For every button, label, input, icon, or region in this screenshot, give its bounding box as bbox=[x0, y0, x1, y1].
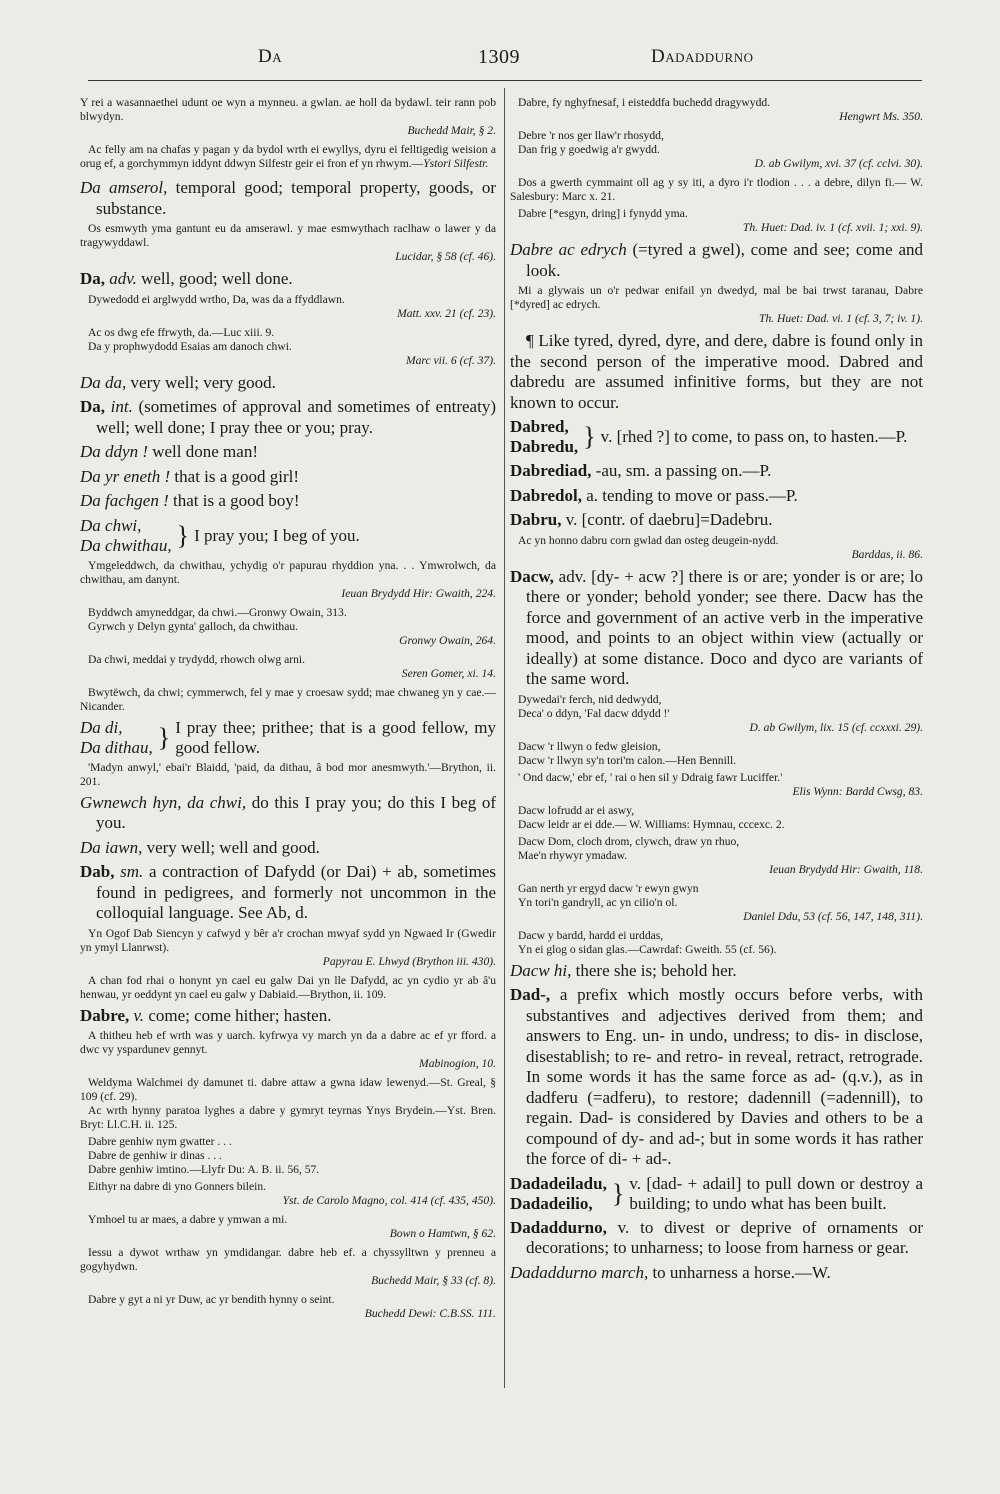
entry: Dab, sm. a contraction of Dafydd (or Dai) + ab, sometimes found in pedigrees, and formerly not uncommon in the colloquial language. See Ab, d. bbox=[80, 862, 496, 922]
right-guide-word: Dadaddurno bbox=[651, 46, 754, 67]
headword: Da fachgen ! bbox=[80, 491, 169, 510]
quotation: Iessu a dywot wrthaw yn ymdidangar. dabre heb ef. a chyssylltwn y prenneu a gogyhydwn. bbox=[80, 1246, 496, 1273]
quotation: Y rei a wasannaethei udunt oe wyn a mynneu. a gwlan. ae holl da bydawl. teir rann pob blwydyn. bbox=[80, 96, 496, 123]
citation: Gronwy Owain, 264. bbox=[399, 633, 496, 647]
headword: Dadaddurno march, bbox=[510, 1262, 649, 1282]
quotation: Dabre genhiw imtino.—Llyfr Du: A. B. ii. 56, 57. bbox=[88, 1163, 320, 1176]
quotation: Ac felly am na chafas y pagan y da bydol wrth ei ewyllys, dyru ei felltigedig weision a orug ef, a gorchymmyn iddynt ddwyn Silfestr geir ei fron ef yn rhwym.—Ystori Silfestr. bbox=[80, 143, 496, 170]
entry: Da, int. (sometimes of approval and sometimes of entreaty) well; well done; I pray thee or you; pray. bbox=[80, 397, 496, 437]
right-column bbox=[510, 96, 923, 1396]
entry: Dacw, adv. [dy- + acw ?] there is or are; yonder is or are; lo there or yonder; behold yonder; see there. Dacw has the force and government of an active verb in the imperative mood, and points to an object within view (actually or ideally) at some distance. Doco and dyco are variants of the same word. bbox=[510, 566, 923, 688]
quotation: A thitheu heb ef wrth was y uarch. kyfrwya vy march yn da a dabre ac ef yr fford. a dwc vy yspardunev gennyt. bbox=[80, 1029, 496, 1056]
citation: D. ab Gwilym, lix. 15 (cf. ccxxxi. 29). bbox=[749, 720, 923, 734]
quotation: Dacw lofrudd ar ei aswy, bbox=[518, 803, 635, 817]
quotation: Ac wrth hynny paratoa lyghes a dabre y gymryt teyrnas Ynys Brydein.—Yst. Bren. Bryt: Ll.C.H. ii. 125. bbox=[80, 1104, 496, 1131]
entry: Da da, very well; very good. bbox=[80, 372, 276, 392]
headword: Da, bbox=[80, 269, 106, 288]
headword: Dabredol, bbox=[510, 485, 582, 505]
headword: Dadadeiladu, bbox=[510, 1173, 607, 1193]
entry: Dad-, a prefix which mostly occurs before verbs, with substantives and adjectives derived from them; and answers to Eng. un- in undo, undress; to dis- in disclose, disestablish; to re- and retro- in reveal, retract, retrograde. In some words it has the same force as ad- (q.v.), as in dadferu (=adferu), to restore; dadennill (=adennill), to regain. Dad- is considered by Davies and others to be a compound of dy- and ad-; but in some words it has rather the force of di- + ad-. bbox=[510, 985, 923, 1168]
entry: Gwnewch hyn, da chwi, do this I pray you; do this I beg of you. bbox=[80, 792, 496, 832]
headword: Dabred, bbox=[510, 417, 569, 436]
headword: Gwnewch hyn, da chwi, bbox=[80, 792, 247, 812]
quotation: Gyrwch y Delyn gynta' galloch, da chwithau. bbox=[88, 619, 299, 633]
citation: Ieuan Brydydd Hir: Gwaith, 118. bbox=[769, 862, 923, 876]
quotation: Dabre [*esgyn, dring] i fynydd yma. bbox=[518, 207, 688, 220]
entry: Dabre, v. come; come hither; hasten. bbox=[80, 1005, 332, 1025]
quotation: Byddwch amyneddgar, da chwi.—Gronwy Owain, 313. bbox=[88, 605, 347, 619]
entry: Dabredol, a. tending to move or pass.—P. bbox=[510, 485, 798, 505]
entry: Da yr eneth ! that is a good girl! bbox=[80, 466, 300, 486]
citation: Barddas, ii. 86. bbox=[851, 547, 923, 561]
quotation: Dywedodd ei arglwydd wrtho, Da, was da a ffyddlawn. bbox=[88, 292, 345, 306]
paired-entry: Dabred, Dabredu, } v. [rhed ?] to come, to pass on, to hasten.—P. bbox=[510, 417, 908, 456]
entry: Dabru, v. [contr. of daebru]=Dadebru. bbox=[510, 510, 773, 529]
headword: Dab, bbox=[80, 862, 115, 881]
headword: Da iawn, bbox=[80, 837, 143, 857]
headword: Dabredu, bbox=[510, 437, 579, 456]
citation: Buchedd Dewi: C.B.SS. 111. bbox=[364, 1307, 496, 1320]
headword: Da chwi, bbox=[80, 515, 142, 535]
citation: Lucidar, § 58 (cf. 46). bbox=[395, 250, 496, 263]
quotation: Gan nerth yr ergyd dacw 'r ewyn gwyn bbox=[518, 881, 699, 895]
citation: Matt. xxv. 21 (cf. 23). bbox=[397, 306, 496, 320]
headword: Dabre ac edrych bbox=[510, 240, 627, 259]
headword: Dad-, bbox=[510, 985, 551, 1004]
brace: } bbox=[583, 422, 596, 451]
headword: Da dithau, bbox=[80, 737, 153, 757]
citation: D. ab Gwilym, xvi. 37 (cf. cclvi. 30). bbox=[754, 157, 923, 170]
entry: Dadaddurno, v. to divest or deprive of ornaments or decorations; to unharness; to loose from harness or gear. bbox=[510, 1217, 923, 1257]
citation: Seren Gomer, xi. 14. bbox=[401, 666, 496, 680]
paired-entry: Da di, Da dithau, } I pray thee; prithee; that is a good fellow, my good fellow. bbox=[80, 717, 496, 757]
paired-entry: Da chwi, Da chwithau, } I pray you; I beg of you. bbox=[80, 515, 360, 555]
quotation: Dacw 'r llwyn o fedw gleision, bbox=[518, 739, 661, 753]
headword: Dabrediad, bbox=[510, 461, 592, 480]
column-divider bbox=[504, 88, 505, 1388]
quotation: Da chwi, meddai y trydydd, rhowch olwg arni. bbox=[88, 652, 306, 666]
quotation: Dan frig y goedwig a'r gwydd. bbox=[518, 143, 660, 156]
usage-note: ¶ Like tyred, dyred, dyre, and dere, dabre is found only in the second person of the imperative mood. Dabred and dabredu are assumed infinitive forms, but they are not known to occur. bbox=[510, 331, 923, 412]
quotation: Mi a glywais un o'r pedwar enifail yn dwedyd, mal be bai trwst taranau, Dabre [*dyred] ac edrych. bbox=[510, 284, 923, 311]
citation: Ieuan Brydydd Hir: Gwaith, 224. bbox=[341, 586, 496, 600]
quotation: Ymgeleddwch, da chwithau, ychydig o'r papurau rhyddion yna. . . Ymwrolwch, da chwithau, am danynt. bbox=[80, 558, 496, 586]
quotation: ' Ond dacw,' ebr ef, ' rai o hen sil y Ddraig fawr Luciffer.' bbox=[518, 770, 783, 784]
headword: Da, bbox=[80, 397, 106, 416]
headword: Da da, bbox=[80, 372, 127, 392]
headword: Dacw, bbox=[510, 566, 554, 586]
citation: Marc vii. 6 (cf. 37). bbox=[405, 353, 496, 367]
quotation: Yn tori'n gandryll, ac yn cilio'n ol. bbox=[518, 895, 678, 909]
quotation: Ac yn honno dabru corn gwlad dan osteg deugein-nydd. bbox=[518, 533, 779, 547]
brace: } bbox=[157, 722, 171, 752]
quotation: Os esmwyth yma gantunt eu da amserawl. y mae esmwythach raclhaw o lawer y da tragywyddawl. bbox=[80, 222, 496, 249]
headword: Dabru, bbox=[510, 510, 562, 529]
entry: Dadaddurno march, to unharness a horse.—W. bbox=[510, 1262, 831, 1282]
entry: Da ddyn ! well done man! bbox=[80, 442, 258, 461]
left-column bbox=[80, 96, 496, 1396]
paired-entry: Dadadeiladu, Dadadeilio, } v. [dad- + adail] to pull down or destroy a building; to undo what has been built. bbox=[510, 1173, 923, 1213]
quotation: Deca' o ddyn, 'Fal dacw ddydd !' bbox=[518, 706, 670, 720]
entry: Da, adv. well, good; well done. bbox=[80, 269, 293, 288]
quotation: Eithyr na dabre di yno Gonners bilein. bbox=[88, 1180, 267, 1193]
header-rule bbox=[88, 80, 922, 81]
headword: Da yr eneth ! bbox=[80, 466, 171, 486]
headword: Da di, bbox=[80, 717, 123, 737]
headword: Da amserol, bbox=[80, 178, 168, 197]
quotation: Ac os dwg efe ffrwyth, da.—Luc xiii. 9. bbox=[88, 325, 275, 339]
quotation: Dacw y bardd, hardd ei urddas, bbox=[518, 928, 664, 942]
quotation: Dabre genhiw nym gwatter . . . bbox=[88, 1135, 232, 1148]
brace: } bbox=[611, 1178, 625, 1208]
citation: Mabinogion, 10. bbox=[419, 1057, 496, 1070]
quotation: Dabre y gyt a ni yr Duw, ac yr bendith hynny o seint. bbox=[88, 1293, 335, 1306]
quotation: Yn ei glog o sidan glas.—Cawrdaf: Gweith. 55 (cf. 56). bbox=[518, 942, 777, 956]
entry: Da iawn, very well; well and good. bbox=[80, 837, 320, 857]
citation: Buchedd Mair, § 2. bbox=[407, 124, 496, 137]
quotation: Dacw leidr ar ei dde.— W. Williams: Hymnau, cccexc. 2. bbox=[518, 817, 785, 831]
entry: Da fachgen ! that is a good boy! bbox=[80, 491, 300, 510]
citation: Hengwrt Ms. 350. bbox=[839, 110, 923, 123]
citation: Th. Huet: Dad. vi. 1 (cf. 3, 7; iv. 1). bbox=[759, 312, 923, 325]
headword: Da ddyn ! bbox=[80, 442, 148, 461]
quotation: Dacw 'r llwyn sy'n tori'm calon.—Hen Bennill. bbox=[518, 753, 737, 767]
quotation: Dacw Dom, cloch drom, clywch, draw yn rhuo, bbox=[518, 834, 740, 848]
quotation: Da y prophwydodd Esaias am danoch chwi. bbox=[88, 339, 292, 353]
quotation: Dabre, fy nghyfnesaf, i eisteddfa buchedd dragywydd. bbox=[518, 96, 771, 109]
citation: Buchedd Mair, § 33 (cf. 8). bbox=[371, 1274, 496, 1287]
quotation: Yn Ogof Dab Siencyn y cafwyd y bêr a'r crochan mwyaf sydd yn Ngwaed Ir (Gwedir yn ymyl Llanrwst). bbox=[80, 926, 496, 954]
quotation: Mae'n rhywyr ymadaw. bbox=[518, 848, 628, 862]
entry: Da amserol, temporal good; temporal property, goods, or substance. bbox=[80, 178, 496, 218]
citation: Papyrau E. Lhwyd (Brython iii. 430). bbox=[322, 954, 496, 968]
citation: Daniel Ddu, 53 (cf. 56, 147, 148, 311). bbox=[743, 909, 923, 923]
citation: Bown o Hamtwn, § 62. bbox=[389, 1227, 496, 1240]
quotation: Debre 'r nos ger llaw'r rhosydd, bbox=[518, 129, 664, 142]
citation: Elis Wynn: Bardd Cwsg, 83. bbox=[792, 784, 923, 798]
page-number: 1309 bbox=[478, 46, 520, 68]
quotation: Dywedai'r ferch, nid dedwydd, bbox=[518, 692, 662, 706]
citation: Th. Huet: Dad. iv. 1 (cf. xvii. 1; xxi. 9). bbox=[742, 221, 923, 234]
quotation: Dabre de genhiw ir dinas . . . bbox=[88, 1149, 222, 1162]
citation: Yst. de Carolo Magno, col. 414 (cf. 435, 450). bbox=[282, 1194, 496, 1207]
headword: Dabre, bbox=[80, 1005, 130, 1025]
headword: Dadaddurno, bbox=[510, 1217, 607, 1237]
quotation: Dos a gwerth cymmaint oll ag y sy iti, a dyro i'r tlodion . . . a debre, dilyn fi.— W. Salesbury: Marc x. 21. bbox=[510, 176, 923, 203]
left-guide-word: Da bbox=[258, 46, 283, 67]
entry: Dabrediad, -au, sm. a passing on.—P. bbox=[510, 461, 772, 480]
quotation: A chan fod rhai o honynt yn cael eu galw Dai yn lle Dafydd, ac yn cydio yr ab â'u henwau, yr oeddynt yn cael eu galw y Dabiaid.—Brython, ii. 109. bbox=[80, 973, 496, 1001]
quotation: 'Madyn anwyl,' ebai'r Blaidd, 'paid, da dithau, â bod mor anesmwyth.'—Brython, ii. 201. bbox=[80, 760, 496, 788]
headword: Da chwithau, bbox=[80, 535, 172, 555]
quotation: Bwytëwch, da chwi; cymmerwch, fel y mae y croesaw sydd; mae chwaneg yn y cae.—Nicander. bbox=[80, 685, 496, 713]
quotation: Weldyma Walchmei dy damunet ti. dabre attaw a gwna idaw lewenyd.—St. Greal, § 109 (cf. 29). bbox=[80, 1076, 496, 1103]
brace: } bbox=[176, 520, 190, 550]
entry: Dabre ac edrych (=tyred a gwel), come and see; come and look. bbox=[510, 240, 923, 280]
headword: Dacw hi, bbox=[510, 960, 572, 980]
entry: Dacw hi, there she is; behold her. bbox=[510, 960, 737, 980]
headword: Dadadeilio, bbox=[510, 1193, 593, 1213]
quotation: Ymhoel tu ar maes, a dabre y ymwan a mi. bbox=[88, 1213, 288, 1226]
